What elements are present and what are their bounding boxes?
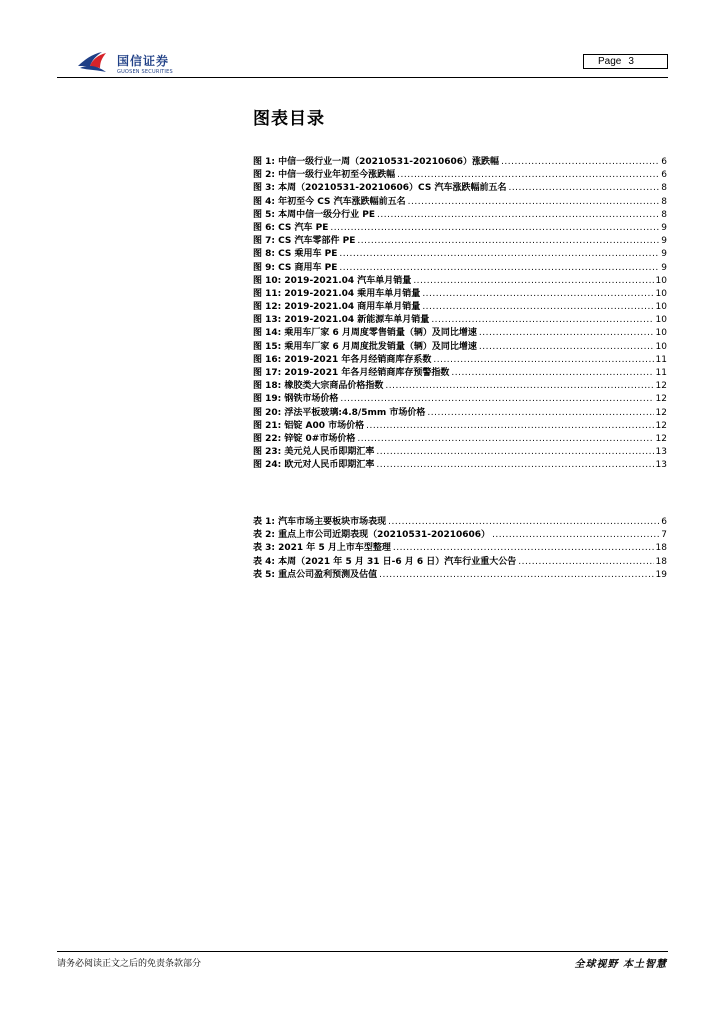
page-number-box bbox=[583, 54, 668, 69]
toc-leader-dots bbox=[340, 393, 653, 406]
toc-entry-page: 19 bbox=[655, 569, 667, 580]
toc-entry-page: 12 bbox=[655, 407, 667, 418]
toc-figure-entry[interactable] bbox=[253, 327, 667, 340]
toc-leader-dots bbox=[397, 169, 659, 182]
toc-figure-entry[interactable] bbox=[253, 235, 667, 248]
footer-slogan: 全球视野 本土智慧 bbox=[574, 959, 667, 970]
footer-rule bbox=[57, 951, 668, 952]
toc-entry-page: 10 bbox=[655, 275, 667, 286]
toc-figure-entry[interactable] bbox=[253, 196, 667, 209]
toc-figure-entry[interactable] bbox=[253, 169, 667, 182]
toc-entry-page: 18 bbox=[655, 543, 667, 554]
toc-entry-label: 图 18: 橡胶类大宗商品价格指数 bbox=[253, 381, 384, 392]
toc-entry-label: 图 9: CS 商用车 PE bbox=[253, 262, 338, 273]
toc-entry-page: 9 bbox=[661, 222, 667, 233]
toc-figure-entry[interactable] bbox=[253, 314, 667, 327]
toc-entry-label: 图 23: 美元兑人民币即期汇率 bbox=[253, 447, 375, 458]
toc-leader-dots bbox=[518, 556, 653, 569]
toc-entry-page: 12 bbox=[655, 394, 667, 405]
logo-mark-icon bbox=[76, 50, 114, 76]
toc-figure-entry[interactable] bbox=[253, 354, 667, 367]
toc-figure-entry[interactable] bbox=[253, 156, 667, 169]
toc-leader-dots bbox=[339, 248, 659, 261]
toc-leader-dots bbox=[376, 459, 653, 472]
toc-figure-entry[interactable] bbox=[253, 407, 667, 420]
toc-figure-entry[interactable] bbox=[253, 288, 667, 301]
toc-entry-page: 11 bbox=[655, 354, 667, 365]
toc-figure-entry[interactable] bbox=[253, 393, 667, 406]
toc-entry-page: 12 bbox=[655, 433, 667, 444]
toc-entry-label: 图 14: 乘用车厂家 6 月周度零售销量（辆）及同比增速 bbox=[253, 328, 477, 339]
toc-entry-page: 8 bbox=[661, 183, 667, 194]
toc-figure-entry[interactable] bbox=[253, 248, 667, 261]
toc-figure-entry[interactable] bbox=[253, 222, 667, 235]
toc-entry-label: 图 3: 本周（20210531-20210606）CS 汽车涨跌幅前五名 bbox=[253, 183, 507, 194]
toc-table-entry[interactable] bbox=[253, 569, 667, 582]
logo-chinese-name: 国信证券 bbox=[117, 54, 170, 68]
page-number: 3 bbox=[628, 56, 634, 67]
toc-entry-label: 图 24: 欧元对人民币即期汇率 bbox=[253, 460, 375, 471]
toc-leader-dots bbox=[330, 222, 659, 235]
toc-entry-label: 图 8: CS 乘用车 PE bbox=[253, 249, 338, 260]
company-logo bbox=[76, 48, 186, 80]
toc-entry-label: 图 21: 铝锭 A00 市场价格 bbox=[253, 420, 365, 431]
toc-entry-page: 6 bbox=[661, 157, 667, 167]
figure-toc-list bbox=[253, 156, 667, 473]
toc-table-entry[interactable] bbox=[253, 529, 667, 542]
toc-entry-page: 13 bbox=[655, 460, 667, 471]
toc-figure-entry[interactable] bbox=[253, 433, 667, 446]
toc-figure-entry[interactable] bbox=[253, 446, 667, 459]
toc-entry-label: 图 11: 2019-2021.04 乘用车单月销量 bbox=[253, 288, 421, 299]
toc-leader-dots bbox=[431, 314, 653, 327]
toc-entry-label: 图 12: 2019-2021.04 商用车单月销量 bbox=[253, 302, 421, 313]
header-rule bbox=[57, 77, 668, 78]
toc-leader-dots bbox=[385, 380, 653, 393]
toc-entry-label: 图 22: 锌锭 0#市场价格 bbox=[253, 433, 356, 444]
toc-entry-page: 9 bbox=[661, 249, 667, 260]
toc-leader-dots bbox=[357, 235, 659, 248]
toc-leader-dots bbox=[366, 420, 653, 433]
toc-entry-label: 表 1: 汽车市场主要板块市场表现 bbox=[253, 517, 387, 527]
toc-leader-dots bbox=[492, 529, 659, 542]
toc-figure-entry[interactable] bbox=[253, 341, 667, 354]
toc-entry-label: 图 2: 中信一级行业年初至今涨跌幅 bbox=[253, 170, 396, 181]
page-label: Page bbox=[598, 56, 622, 67]
toc-figure-entry[interactable] bbox=[253, 275, 667, 288]
table-toc-list bbox=[253, 516, 667, 582]
toc-entry-page: 10 bbox=[655, 288, 667, 299]
toc-entry-label: 表 2: 重点上市公司近期表现（20210531-20210606） bbox=[253, 530, 491, 541]
toc-entry-page: 9 bbox=[661, 262, 667, 273]
toc-leader-dots bbox=[339, 262, 659, 275]
toc-leader-dots bbox=[479, 327, 654, 340]
toc-entry-label: 图 19: 钢铁市场价格 bbox=[253, 394, 339, 405]
toc-leader-dots bbox=[413, 275, 653, 288]
toc-entry-page: 6 bbox=[661, 517, 667, 527]
toc-leader-dots bbox=[357, 433, 653, 446]
toc-table-entry[interactable] bbox=[253, 556, 667, 569]
toc-leader-dots bbox=[508, 182, 659, 195]
toc-figure-entry[interactable] bbox=[253, 367, 667, 380]
toc-figure-entry[interactable] bbox=[253, 459, 667, 472]
toc-table-entry[interactable] bbox=[253, 542, 667, 555]
toc-figure-entry[interactable] bbox=[253, 209, 667, 222]
toc-entry-page: 10 bbox=[655, 341, 667, 352]
toc-leader-dots bbox=[479, 341, 654, 354]
toc-entry-page: 9 bbox=[661, 236, 667, 247]
toc-entry-label: 图 17: 2019-2021 年各月经销商库存预警指数 bbox=[253, 368, 450, 378]
toc-leader-dots bbox=[393, 542, 654, 555]
toc-leader-dots bbox=[451, 367, 653, 380]
toc-entry-label: 图 6: CS 汽车 PE bbox=[253, 222, 329, 233]
toc-leader-dots bbox=[427, 407, 653, 420]
toc-entry-label: 表 5: 重点公司盈利预测及估值 bbox=[253, 569, 378, 580]
toc-leader-dots bbox=[422, 301, 653, 314]
logo-english-name: GUOSEN SECURITIES bbox=[117, 69, 173, 75]
toc-entry-page: 10 bbox=[655, 302, 667, 313]
toc-entry-label: 图 13: 2019-2021.04 新能源车单月销量 bbox=[253, 315, 430, 326]
toc-entry-label: 图 1: 中信一级行业一周（20210531-20210606）涨跌幅 bbox=[253, 157, 500, 167]
toc-entry-label: 图 10: 2019-2021.04 汽车单月销量 bbox=[253, 275, 412, 286]
toc-entry-page: 6 bbox=[661, 170, 667, 181]
toc-entry-page: 10 bbox=[655, 315, 667, 326]
toc-entry-label: 图 20: 浮法平板玻璃:4.8/5mm 市场价格 bbox=[253, 407, 426, 418]
toc-leader-dots bbox=[433, 354, 653, 367]
toc-entry-page: 12 bbox=[655, 420, 667, 431]
toc-leader-dots bbox=[379, 569, 653, 582]
toc-entry-label: 图 16: 2019-2021 年各月经销商库存系数 bbox=[253, 354, 432, 365]
toc-entry-page: 13 bbox=[655, 447, 667, 458]
toc-figure-entry[interactable] bbox=[253, 182, 667, 195]
toc-entry-label: 图 4: 年初至今 CS 汽车涨跌幅前五名 bbox=[253, 196, 406, 207]
toc-entry-page: 11 bbox=[655, 368, 667, 378]
toc-entry-label: 图 5: 本周中信一级分行业 PE bbox=[253, 209, 376, 220]
toc-leader-dots bbox=[376, 446, 653, 459]
toc-entry-page: 8 bbox=[661, 209, 667, 220]
toc-figure-entry[interactable] bbox=[253, 420, 667, 433]
toc-entry-label: 图 15: 乘用车厂家 6 月周度批发销量（辆）及同比增速 bbox=[253, 341, 477, 352]
toc-entry-page: 18 bbox=[655, 556, 667, 567]
toc-leader-dots bbox=[377, 209, 659, 222]
toc-table-entry[interactable] bbox=[253, 516, 667, 529]
toc-entry-label: 表 3: 2021 年 5 月上市车型整理 bbox=[253, 543, 391, 554]
toc-leader-dots bbox=[422, 288, 653, 301]
toc-entry-page: 8 bbox=[661, 196, 667, 207]
toc-entry-page: 7 bbox=[661, 530, 667, 541]
toc-leader-dots bbox=[501, 156, 659, 169]
toc-leader-dots bbox=[388, 516, 659, 529]
toc-figure-entry[interactable] bbox=[253, 301, 667, 314]
toc-leader-dots bbox=[408, 196, 660, 209]
toc-entry-label: 表 4: 本周（2021 年 5 月 31 日-6 月 6 日）汽车行业重大公告 bbox=[253, 556, 517, 567]
page-title: 图表目录 bbox=[253, 109, 325, 129]
toc-entry-page: 12 bbox=[655, 381, 667, 392]
toc-figure-entry[interactable] bbox=[253, 262, 667, 275]
toc-entry-label: 图 7: CS 汽车零部件 PE bbox=[253, 236, 356, 247]
footer-disclaimer: 请务必阅读正文之后的免责条款部分 bbox=[57, 959, 202, 969]
toc-figure-entry[interactable] bbox=[253, 380, 667, 393]
toc-entry-page: 10 bbox=[655, 328, 667, 339]
